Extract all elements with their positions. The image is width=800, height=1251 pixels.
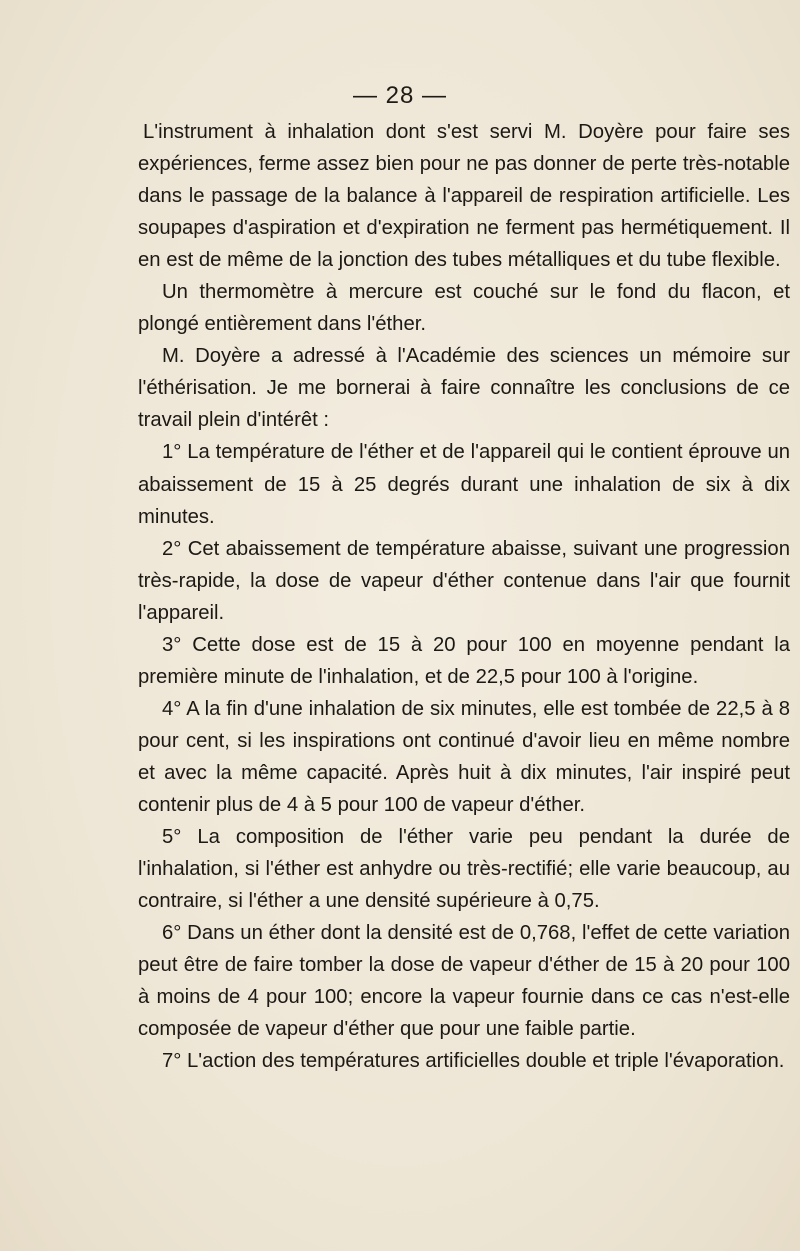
paragraph-instrument: L'instrument à inhalation dont s'est servi M. Doyère pour faire ses expériences, ferme assez bien pour ne pas donner de perte très-notable dans le passage de la balance à l'appareil de respiration artificielle. Les soupapes d'aspiration et d'expiration ne ferment pas hermétiquement. Il en est de même de la jonction des tubes métalliques et du tube flexible. bbox=[138, 121, 790, 272]
conclusion-3: 3° Cette dose est de 15 à 20 pour 100 en moyenne pendant la première minute de l'inhalation, et de 22,5 pour 100 à l'origine. bbox=[138, 633, 790, 688]
conclusion-5: 5° La composition de l'éther varie peu pendant la durée de l'inhalation, si l'éther est anhydre ou très-rectifié; elle varie beaucoup, au contraire, si l'éther a une densité supérieure à 0,75. bbox=[138, 826, 790, 913]
conclusion-4: 4° A la fin d'une inhalation de six minutes, elle est tombée de 22,5 à 8 pour cent, si les inspirations ont continué d'avoir lieu en même nombre et avec la même capacité. Après huit à dix minutes, l'air inspiré peut contenir plus de 4 à 5 pour 100 de vapeur d'éther. bbox=[138, 697, 790, 816]
conclusion-7: 7° L'action des températures artificielles double et triple l'évaporation. bbox=[162, 1050, 785, 1073]
paragraph-thermometer: Un thermomètre à mercure est couché sur le fond du flacon, et plongé entièrement dans l'éther. bbox=[138, 281, 790, 336]
body-text bbox=[138, 116, 790, 1077]
paragraph-memoir: M. Doyère a adressé à l'Académie des sciences un mémoire sur l'éthérisation. Je me bornerai à faire connaître les conclusions de ce travail plein d'intérêt : bbox=[138, 345, 790, 432]
conclusion-2: 2° Cet abaissement de température abaisse, suivant une progression très-rapide, la dose de vapeur d'éther contenue dans l'air que fournit l'appareil. bbox=[138, 537, 790, 624]
conclusion-6: 6° Dans un éther dont la densité est de 0,768, l'effet de cette variation peut être de faire tomber la dose de vapeur d'éther de 15 à 20 pour 100 à moins de 4 pour 100; encore la vapeur fournie dans ce cas n'est-elle composée de vapeur d'éther que pour une faible partie. bbox=[138, 922, 790, 1041]
conclusion-1: 1° La température de l'éther et de l'appareil qui le contient éprouve un abaissement de 15 à 25 degrés durant une inhalation de six à dix minutes. bbox=[138, 441, 790, 528]
page-number: — 28 — bbox=[352, 82, 448, 109]
